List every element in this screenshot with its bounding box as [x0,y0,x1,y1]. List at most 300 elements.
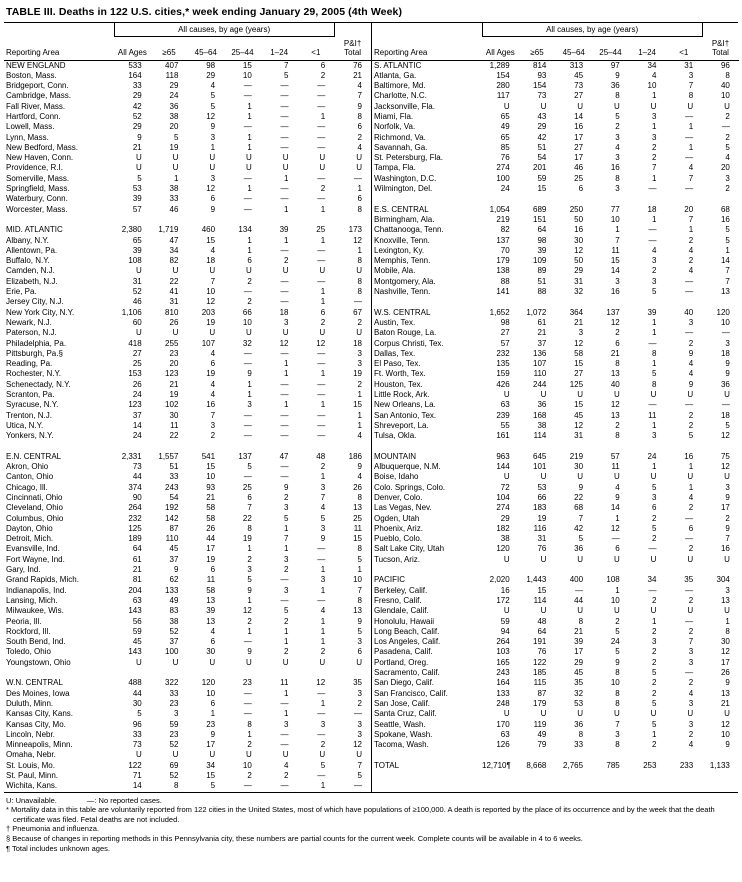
value-cell: 15 [353,400,362,410]
value-cell: 1,719 [158,225,179,235]
value-cell: 59 [537,173,547,183]
table-row [372,112,739,122]
value-cell: 400 [569,575,584,585]
value-cell: 20 [169,122,179,132]
value-cell: U [319,163,326,173]
table-row [4,534,371,544]
reporting-area-cell: Evansville, Ind. [6,544,60,554]
section-spacer [372,297,739,307]
reporting-area-cell: Trenton, N.J. [6,410,52,420]
section-spacer [4,215,371,225]
table-row [4,81,371,91]
value-cell: U [356,750,362,760]
value-cell: 5 [651,287,657,297]
value-cell: 1 [320,472,326,482]
value-cell: 2 [651,153,657,163]
table-row [4,781,371,791]
value-cell: 12 [279,338,289,348]
value-cell: 2 [725,184,730,194]
reporting-area-cell: Norfolk, Va. [374,122,416,132]
value-cell: — [280,122,289,132]
value-cell: U [172,266,179,276]
value-cell: 3 [651,492,657,502]
value-cell: 47 [169,235,179,245]
value-cell: 2 [615,122,620,132]
value-cell: U [577,709,584,719]
value-cell: 3 [357,688,362,698]
value-cell: 35 [684,575,694,585]
value-cell: 1,652 [489,307,510,317]
value-cell: 12 [206,111,216,121]
value-cell: U [540,606,547,616]
value-cell: 2,765 [563,760,584,770]
value-cell: — [280,595,289,605]
table-row [372,699,739,709]
reporting-area-cell: Reading, Pa. [6,359,53,369]
reporting-area-cell: San Diego, Calif. [374,678,435,688]
table-row [372,153,739,163]
value-cell: 183 [533,503,547,513]
value-cell: 2 [210,431,216,441]
value-cell: 2 [651,657,657,667]
value-cell: 29 [206,70,216,80]
value-cell: 144 [496,462,510,472]
value-cell: 4 [688,369,694,379]
value-cell: 63 [132,595,142,605]
value-cell: 52 [169,740,179,750]
value-cell: 165 [496,657,510,667]
value-cell: 12 [316,338,326,348]
value-cell: 51 [169,462,179,472]
value-cell: 3 [357,359,362,369]
table-row [4,174,371,184]
value-cell: 170 [496,719,510,729]
reporting-area-cell: S. ATLANTIC [374,60,422,70]
value-cell: 115 [533,678,547,688]
value-cell: 1 [284,523,289,533]
reporting-area-cell: Lynn, Mass. [6,132,49,142]
value-cell: 29 [169,81,179,91]
value-cell: 3 [651,256,657,266]
reporting-area-cell: Milwaukee, Wis. [6,606,64,616]
value-cell: 3 [688,70,694,80]
table-row [372,318,739,328]
value-cell: — [685,111,694,121]
reporting-area-cell: Minneapolis, Minn. [6,740,73,750]
value-cell: 1 [357,184,362,194]
value-cell: 3 [284,503,289,513]
value-cell: 164 [128,70,142,80]
value-cell: 6 [615,338,620,348]
table-row [4,369,371,379]
value-cell: 8 [688,91,694,101]
table-row [4,771,371,781]
table-row [372,503,739,513]
table-row [372,462,739,472]
value-cell: — [280,698,289,708]
value-cell: 125 [128,523,142,533]
value-cell: 12 [574,338,584,348]
value-cell: 3 [284,317,289,327]
value-cell: 14 [574,111,584,121]
value-cell: 460 [201,225,216,235]
reporting-area-cell: Berkeley, Calif. [374,585,428,595]
value-cell: 1 [651,616,657,626]
value-cell: 76 [500,153,510,163]
reporting-area-cell: Long Beach, Calif. [374,626,440,636]
value-cell: 185 [533,668,547,678]
value-cell: 138 [496,266,510,276]
value-cell: 810 [165,307,179,317]
table-row [372,60,739,71]
value-cell: 35 [353,678,362,688]
reporting-area-cell: Sacramento, Calif. [374,668,440,678]
value-cell: 22 [242,513,252,523]
value-cell: 3 [725,482,730,492]
value-cell: 1 [651,317,657,327]
value-cell: 9 [320,534,326,544]
table-row [372,133,739,143]
value-cell: U [246,163,252,173]
value-cell: 2 [688,338,694,348]
reporting-area-cell: Birmingham, Ala. [374,214,435,224]
value-cell: 5 [651,698,657,708]
value-cell: 15 [206,235,216,245]
value-cell: 6 [651,503,657,513]
value-cell: 1 [688,482,694,492]
table-row [4,287,371,297]
value-cell: U [540,390,547,399]
reporting-area-cell: Paterson, N.J. [6,328,57,338]
value-cell: — [317,132,326,142]
reporting-area-cell: NEW ENGLAND [6,60,66,70]
value-cell: 30 [574,462,584,472]
value-cell: 66 [537,492,547,502]
value-cell: 21 [537,328,547,338]
col-header-1: ≥65 [519,36,556,60]
value-cell: 313 [569,60,584,70]
reporting-area-cell: Jersey City, N.J. [6,297,64,307]
table-row [4,339,371,349]
value-cell: 250 [569,204,584,214]
table-row [372,730,739,740]
value-cell: 96 [132,719,142,729]
value-cell: 5 [651,369,657,379]
value-cell: 1 [320,369,326,379]
value-cell: 645 [533,451,547,461]
reporting-area-cell: E.N. CENTRAL [6,451,62,461]
value-cell: 12 [316,678,326,688]
value-cell: 26 [720,668,730,678]
value-cell: 9 [247,369,252,379]
value-cell: 2 [651,647,657,657]
value-cell: 26 [353,482,362,492]
value-cell: — [280,781,289,791]
value-cell: 18 [720,410,730,420]
value-cell: 1 [651,462,657,472]
value-cell: U [650,606,657,616]
value-cell: — [317,256,326,266]
table-row [372,647,739,657]
value-cell: 1 [357,390,362,399]
value-cell: 58 [206,513,216,523]
value-cell: 118 [165,70,179,80]
value-cell: 7 [320,492,326,502]
col-header-1: ≥65 [151,36,188,60]
value-cell: 2 [688,503,694,513]
value-cell: 11 [611,462,620,472]
value-cell: 8 [615,173,620,183]
value-cell: 8 [578,729,584,739]
reporting-area-cell: St. Petersburg, Fla. [374,153,443,163]
value-cell: 37 [169,554,179,564]
value-cell: 2 [320,740,326,750]
value-cell: 16 [206,400,216,410]
value-cell: 13 [720,688,730,698]
value-cell: U [135,750,142,760]
value-cell: 9 [210,122,216,132]
reporting-area-cell: Worcester, Mass. [6,204,68,214]
value-cell: U [503,606,510,616]
value-cell: 6 [210,698,216,708]
reporting-area-cell: Phoenix, Ariz. [374,523,423,533]
value-cell: 3 [615,153,620,163]
value-cell: 204 [128,585,142,595]
reporting-area-cell: Dayton, Ohio [6,523,53,533]
value-cell: 2 [320,317,326,327]
table-row [372,627,739,637]
value-cell: 159 [496,369,510,379]
value-cell: 3 [357,719,362,729]
value-cell: 12 [242,606,252,616]
value-cell: 21 [206,492,216,502]
value-cell: 61 [537,317,547,327]
value-cell: — [317,770,326,780]
value-cell: 19 [242,534,252,544]
value-cell: 20 [684,204,694,214]
reporting-area-cell: South Bend, Ind. [6,637,66,647]
reporting-area-cell: Lincoln, Nebr. [6,729,55,739]
table-row [4,246,371,256]
value-cell: 72 [500,482,510,492]
table-row [4,71,371,81]
value-cell: 2 [651,513,657,523]
value-cell: — [685,328,694,338]
value-cell: U [319,328,326,338]
footnotes [4,796,738,854]
value-cell: 108 [128,256,142,266]
reporting-area-cell: Austin, Tex. [374,317,416,327]
value-cell: 98 [206,60,216,70]
value-cell: 7 [284,534,289,544]
value-cell: 4 [688,740,694,750]
value-cell: 3 [725,585,730,595]
value-cell: 1 [284,637,289,647]
value-cell: 39 [206,606,216,616]
table-row [4,411,371,421]
value-cell: 22 [574,492,584,502]
value-cell: — [648,235,657,245]
value-cell: U [246,328,252,338]
reporting-area-cell: Hartford, Conn. [6,111,61,121]
value-cell: 12 [720,719,730,729]
reporting-area-cell: Denver, Colo. [374,492,423,502]
table-row [4,472,371,482]
value-cell: 2 [357,698,362,708]
value-cell: — [354,173,362,183]
value-cell: 29 [574,266,584,276]
value-cell: 1 [284,204,289,214]
value-cell: — [280,297,289,307]
value-cell: 136 [533,348,547,358]
value-cell: 2,380 [121,225,142,235]
value-cell: 274 [496,503,510,513]
value-cell: 1 [247,595,252,605]
footnote-legend [6,796,738,806]
table-row [372,637,739,647]
value-cell: 2 [320,70,326,80]
value-cell: 44 [206,534,216,544]
value-cell: 35 [574,678,584,688]
value-cell: 10 [206,688,216,698]
table-row [4,91,371,101]
value-cell: 12 [720,647,730,657]
reporting-area-cell: Spokane, Wash. [374,729,433,739]
value-cell: — [243,122,252,132]
table-row [372,380,739,390]
value-cell: 59 [169,719,179,729]
value-cell: 10 [720,729,730,739]
table-row [4,699,371,709]
value-cell: U [135,657,142,667]
value-cell: U [172,163,179,173]
reporting-area-cell: Baton Rouge, La. [374,328,437,338]
value-cell: 29 [574,657,584,667]
value-cell: 36 [610,81,620,91]
value-cell: U [135,153,142,163]
value-cell: — [317,595,326,605]
value-cell: 7 [725,266,730,276]
value-cell: 9 [725,492,730,502]
value-cell: 3 [651,431,657,441]
value-cell: 5 [651,719,657,729]
value-cell: — [280,194,289,204]
value-cell: 110 [533,369,547,379]
value-cell: 109 [533,256,547,266]
value-cell: U [209,657,216,667]
table-row [4,318,371,328]
value-cell: 29 [132,91,142,101]
value-cell: 1,289 [489,60,510,70]
value-cell: 248 [496,698,510,708]
value-cell: 33 [169,194,179,204]
value-cell: 87 [537,688,547,698]
value-cell: 133 [165,585,179,595]
value-cell: 2 [688,420,694,430]
value-cell: 14 [720,256,730,266]
value-cell: 26 [132,379,142,389]
value-cell: U [503,390,510,399]
value-cell: 114 [533,431,547,441]
table-row [372,668,739,678]
value-cell: U [503,554,510,564]
value-cell: — [648,338,657,348]
reporting-area-cell: Boise, Idaho [374,472,419,482]
value-cell: 13 [353,606,362,616]
value-cell: 151 [533,214,547,224]
col-header-reporting-area: Reporting Area [372,23,482,60]
value-cell: 164 [496,678,510,688]
value-cell: 5 [357,554,362,564]
table-half-right [371,23,738,792]
value-cell: — [648,585,657,595]
reporting-area-cell: San Antonio, Tex. [374,410,437,420]
value-cell: 9 [357,462,362,472]
table-row [372,658,739,668]
value-cell: — [243,709,252,719]
value-cell: 10 [242,70,252,80]
value-cell: — [243,359,252,369]
value-cell: 9 [725,523,730,533]
table-row [372,328,739,338]
value-cell: 1 [247,235,252,245]
value-cell: 2 [651,266,657,276]
value-cell: 7 [688,81,694,91]
value-cell: 8 [357,111,362,121]
value-cell: 103 [496,647,510,657]
value-cell: 5 [210,91,216,101]
value-cell: 426 [496,379,510,389]
value-cell: 2 [284,770,289,780]
value-cell: 134 [238,225,252,235]
table-row [4,390,371,400]
value-cell: — [685,400,694,410]
value-cell: U [687,606,694,616]
value-cell: 36 [169,101,179,111]
value-cell: 304 [716,575,730,585]
value-cell: 191 [533,637,547,647]
table-row [4,740,371,750]
value-cell: 26 [169,317,179,327]
value-cell: 33 [169,472,179,482]
value-cell: 119 [533,719,547,729]
reporting-area-cell: New York City, N.Y. [6,307,75,317]
reporting-area-cell: Pasadena, Calif. [374,647,433,657]
value-cell: 233 [679,760,694,770]
value-cell: — [280,101,289,111]
value-cell: 4 [320,503,326,513]
value-cell: 1,054 [489,204,510,214]
value-cell: 49 [537,729,547,739]
table-row [4,730,371,740]
value-cell: 50 [574,256,584,266]
value-cell: 3 [651,637,657,647]
value-cell: 4 [357,81,362,91]
table-row [4,678,371,688]
value-cell: 1 [284,688,289,698]
value-cell: — [280,390,289,399]
value-cell: 5 [137,709,142,719]
value-cell: 76 [537,544,547,554]
value-cell: 4 [357,472,362,482]
value-cell: 38 [500,534,510,544]
value-cell: 44 [574,595,584,605]
table-row [4,647,371,657]
value-cell: 2 [651,142,657,152]
table-row [4,565,371,575]
value-cell: 19 [206,369,216,379]
value-cell: 4 [651,245,657,255]
